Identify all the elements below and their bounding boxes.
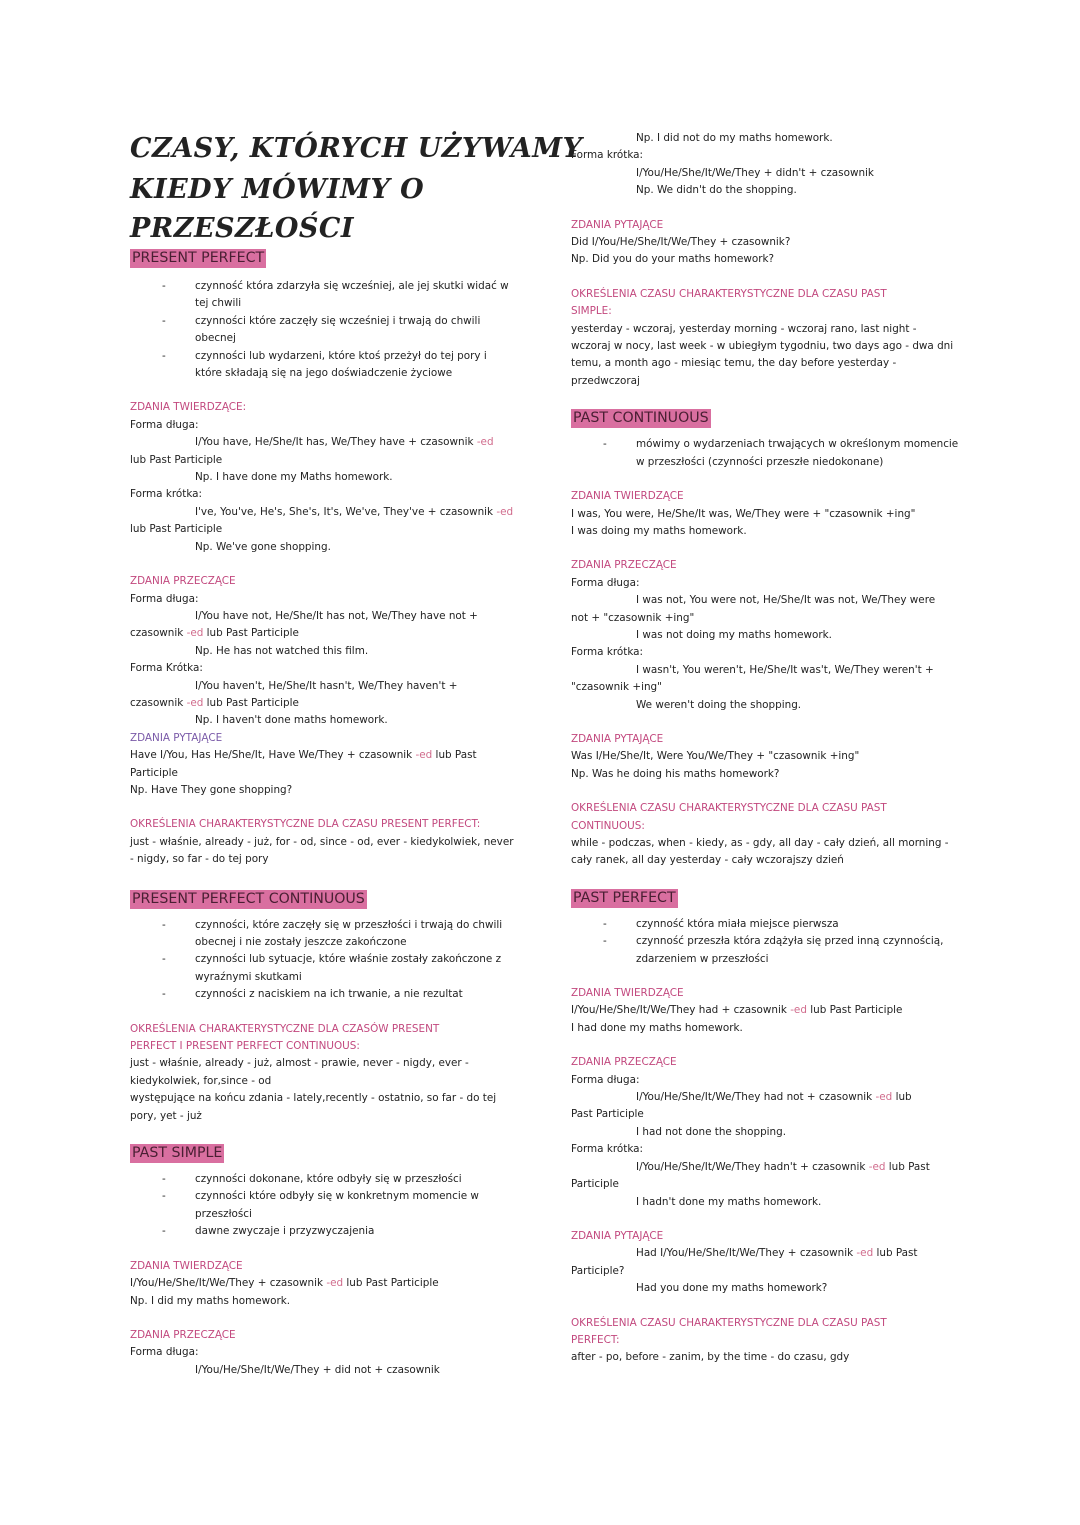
- present-perfect-usage-list: [130, 278, 520, 382]
- time-expressions: wczoraj w nocy, last week - w ubiegłym tygodniu, two days ago - dwa dni: [571, 340, 954, 353]
- subheading-affirmative: ZDANIA TWIERDZĄCE:: [130, 401, 247, 414]
- time-expressions: przedwczoraj: [571, 374, 640, 387]
- list-item: - czynności z naciskiem na ich trwanie, a nie rezultat: [130, 986, 520, 1003]
- form-label: Forma długa:: [571, 576, 640, 589]
- list-item: - czynność która miała miejsce pierwsza: [571, 916, 951, 933]
- rule-text: I/You/He/She/It/We/They + didn't + czasownik: [636, 166, 874, 179]
- subheading-time-expressions: CONTINUOUS:: [571, 819, 645, 832]
- time-expressions: cały ranek, all day yesterday - cały wczorajszy dzień: [571, 854, 844, 867]
- section-heading-past-simple: PAST SIMPLE: [132, 1145, 223, 1162]
- past-perfect-usage-list: [571, 916, 951, 968]
- list-item: - czynności które zaczęły się wcześniej i trwają do chwili obecnej: [130, 313, 520, 348]
- example-text: I was doing my maths homework.: [571, 524, 747, 537]
- subheading-time-expressions: PERFECT I PRESENT PERFECT CONTINUOUS:: [130, 1040, 360, 1053]
- example-text: Np. I did my maths homework.: [130, 1294, 291, 1307]
- subheading-time-expressions: OKREŚLENIA CZASU CHARAKTERYSTYCZNE DLA CZASU PAST: [571, 287, 887, 300]
- rule-text: lub Past Participle: [130, 523, 223, 536]
- page-title-line-2: KIEDY MÓWIMY O: [130, 174, 425, 205]
- rule-text: Was I/He/She/It, Were You/We/They + "czasownik +ing": [571, 750, 860, 763]
- present-perfect-continuous-usage-list: [130, 917, 520, 1004]
- subheading-negative: ZDANIA PRZECZĄCE: [571, 559, 677, 572]
- rule-text: Had I/You/He/She/It/We/They + czasownik -ed lub Past: [636, 1247, 918, 1260]
- rule-text: Participle: [571, 1178, 619, 1191]
- rule-text: czasownik -ed lub Past Participle: [130, 696, 299, 709]
- section-heading-past-continuous: PAST CONTINUOUS: [573, 410, 709, 427]
- section-heading-present-perfect-continuous: PRESENT PERFECT CONTINUOUS: [132, 890, 365, 907]
- time-expressions: just - właśnie, already - już, almost - prawie, never - nigdy, ever -: [130, 1057, 469, 1070]
- rule-text: Have I/You, Has He/She/It, Have We/They + czasownik -ed lub Past: [130, 749, 477, 762]
- page-title-line-3: PRZESZŁOŚCI: [130, 213, 355, 244]
- page-title-line-1: CZASY, KTÓRYCH UŻYWAMY: [130, 133, 583, 164]
- list-item: - czynność która zdarzyła się wcześniej, ale jej skutki widać w tej chwili: [130, 278, 520, 313]
- list-item: - czynności które odbyły się w konkretnym momencie w przeszłości: [130, 1188, 520, 1223]
- rule-text: "czasownik +ing": [571, 681, 662, 694]
- time-expressions: while - podczas, when - kiedy, as - gdy, all day - cały dzień, all morning -: [571, 837, 949, 849]
- rule-text: I/You/He/She/It/We/They had + czasownik -ed lub Past Participle: [571, 1004, 903, 1017]
- list-item: - czynności lub wydarzeni, które ktoś przeżył do tej pory i które składają się na jego doświadczenie życiowe: [130, 348, 520, 383]
- rule-text: I was, You were, He/She/It was, We/They were + "czasownik +ing": [571, 507, 916, 520]
- subheading-question: ZDANIA PYTAJĄCE: [571, 732, 664, 745]
- subheading-time-expressions: OKREŚLENIA CHARAKTERYSTYCZNE DLA CZASÓW PRESENT: [130, 1022, 440, 1035]
- list-item: - czynności lub sytuacje, które właśnie zostały zakończone z wyraźnymi skutkami: [130, 951, 520, 986]
- rule-text: I was not, You were not, He/She/It was not, We/They were: [636, 594, 936, 607]
- form-label: Forma długa:: [130, 1346, 199, 1359]
- rule-text: lub Past Participle: [130, 453, 223, 466]
- rule-text: I/You/He/She/It/We/They + czasownik -ed lub Past Participle: [130, 1277, 439, 1290]
- example-text: I hadn't done my maths homework.: [636, 1195, 822, 1208]
- subheading-affirmative: ZDANIA TWIERDZĄCE: [571, 490, 684, 503]
- subheading-negative: ZDANIA PRZECZĄCE: [571, 1056, 677, 1069]
- rule-text: not + "czasownik +ing": [571, 611, 695, 624]
- example-text: Had you done my maths homework?: [636, 1282, 828, 1295]
- time-expressions: just - właśnie, already - już, for - od, since - od, ever - kiedykolwiek, never: [130, 835, 514, 848]
- past-continuous-usage-list: [571, 436, 959, 471]
- example-text: I had done my maths homework.: [571, 1021, 743, 1034]
- form-label: Forma Krótka:: [130, 662, 203, 675]
- rule-text: Participle: [130, 766, 178, 779]
- form-label: Forma krótka:: [130, 488, 203, 501]
- rule-text: I/You/He/She/It/We/They had not + czasownik -ed lub: [636, 1091, 912, 1104]
- example-text: Np. Have They gone shopping?: [130, 783, 293, 796]
- list-item: - czynności dokonane, które odbyły się w przeszłości: [130, 1171, 520, 1188]
- example-text: Np. I have done my Maths homework.: [195, 471, 393, 484]
- rule-text: I've, You've, He's, She's, It's, We've, They've + czasownik -ed: [195, 505, 514, 518]
- subheading-question: ZDANIA PYTAJĄCE: [571, 1229, 664, 1242]
- subheading-question: ZDANIA PYTAJĄCE: [130, 731, 223, 744]
- time-expressions: występujące na końcu zdania - lately,recently - ostatnio, so far - do tej: [130, 1092, 497, 1105]
- left-column: [130, 128, 583, 1379]
- time-expressions: after - po, before - zanim, by the time - do czasu, gdy: [571, 1351, 850, 1364]
- example-text: Np. I did not do my maths homework.: [636, 132, 833, 144]
- example-text: Np. Did you do your maths homework?: [571, 253, 775, 266]
- time-expressions: temu, a month ago - miesiąc temu, the day before yesterday -: [571, 357, 897, 370]
- subheading-affirmative: ZDANIA TWIERDZĄCE: [571, 987, 684, 1000]
- form-label: Forma długa:: [130, 418, 199, 431]
- time-expressions: yesterday - wczoraj, yesterday morning - wczoraj rano, last night -: [571, 322, 917, 335]
- example-text: Np. We've gone shopping.: [195, 540, 331, 553]
- example-text: Np. He has not watched this film.: [195, 644, 369, 657]
- subheading-time-expressions: PERFECT:: [571, 1333, 620, 1346]
- rule-text: I/You have not, He/She/It has not, We/They have not +: [195, 609, 478, 622]
- time-expressions: kiedykolwiek, for,since - od: [130, 1074, 272, 1087]
- list-item: - czynności, które zaczęły się w przeszłości i trwają do chwili obecnej i nie zostały jeszcze zakończone: [130, 917, 520, 952]
- subheading-time-expressions: OKREŚLENIA CHARAKTERYSTYCZNE DLA CZASU PRESENT PERFECT:: [130, 818, 481, 831]
- form-label: Forma długa:: [571, 1073, 640, 1086]
- rule-text: Did I/You/He/She/It/We/They + czasownik?: [571, 236, 791, 249]
- rule-text: Past Participle: [571, 1108, 644, 1121]
- form-label: Forma krótka:: [571, 149, 644, 162]
- time-expressions: - nigdy, so far - do tej pory: [130, 853, 269, 866]
- example-text: I was not doing my maths homework.: [636, 628, 832, 641]
- list-item: - czynność przeszła która zdążyła się przed inną czynnością, zdarzeniem w przeszłości: [571, 933, 951, 968]
- subheading-negative: ZDANIA PRZECZĄCE: [130, 1328, 236, 1341]
- form-label: Forma krótka:: [571, 1143, 644, 1156]
- rule-text: czasownik -ed lub Past Participle: [130, 627, 299, 640]
- subheading-negative: ZDANIA PRZECZĄCE: [130, 575, 236, 588]
- rule-text: Participle?: [571, 1264, 625, 1277]
- list-item: - dawne zwyczaje i przyzwyczajenia: [130, 1223, 520, 1240]
- section-heading-present-perfect: PRESENT PERFECT: [132, 250, 265, 266]
- rule-text: I/You/He/She/It/We/They + did not + czasownik: [195, 1363, 440, 1376]
- right-column: [571, 130, 959, 1367]
- example-text: Np. Was he doing his maths homework?: [571, 767, 780, 780]
- subheading-time-expressions: OKREŚLENIA CZASU CHARAKTERYSTYCZNE DLA CZASU PAST: [571, 1316, 887, 1329]
- form-label: Forma krótka:: [571, 646, 644, 659]
- rule-text: I/You haven't, He/She/It hasn't, We/They haven't +: [195, 679, 458, 692]
- example-text: I had not done the shopping.: [636, 1125, 787, 1138]
- section-heading-past-perfect: PAST PERFECT: [573, 889, 676, 906]
- time-expressions: pory, yet - już: [130, 1109, 202, 1122]
- example-text: We weren't doing the shopping.: [636, 698, 802, 711]
- example-text: Np. We didn't do the shopping.: [636, 184, 797, 197]
- rule-text: I wasn't, You weren't, He/She/It was't, We/They weren't +: [636, 663, 934, 676]
- rule-text: I/You/He/She/It/We/They hadn't + czasownik -ed lub Past: [636, 1160, 930, 1173]
- subheading-affirmative: ZDANIA TWIERDZĄCE: [130, 1259, 243, 1272]
- list-item: - mówimy o wydarzeniach trwających w określonym momencie w przeszłości (czynności przeszłe niedokonane): [571, 436, 951, 471]
- subheading-time-expressions: OKREŚLENIA CZASU CHARAKTERYSTYCZNE DLA CZASU PAST: [571, 802, 887, 815]
- form-label: Forma długa:: [130, 592, 199, 605]
- example-text: Np. I haven't done maths homework.: [195, 714, 388, 727]
- rule-text: I/You have, He/She/It has, We/They have + czasownik -ed: [195, 436, 494, 449]
- past-simple-usage-list: [130, 1171, 520, 1241]
- subheading-question: ZDANIA PYTAJĄCE: [571, 218, 664, 231]
- subheading-time-expressions: SIMPLE:: [571, 305, 612, 318]
